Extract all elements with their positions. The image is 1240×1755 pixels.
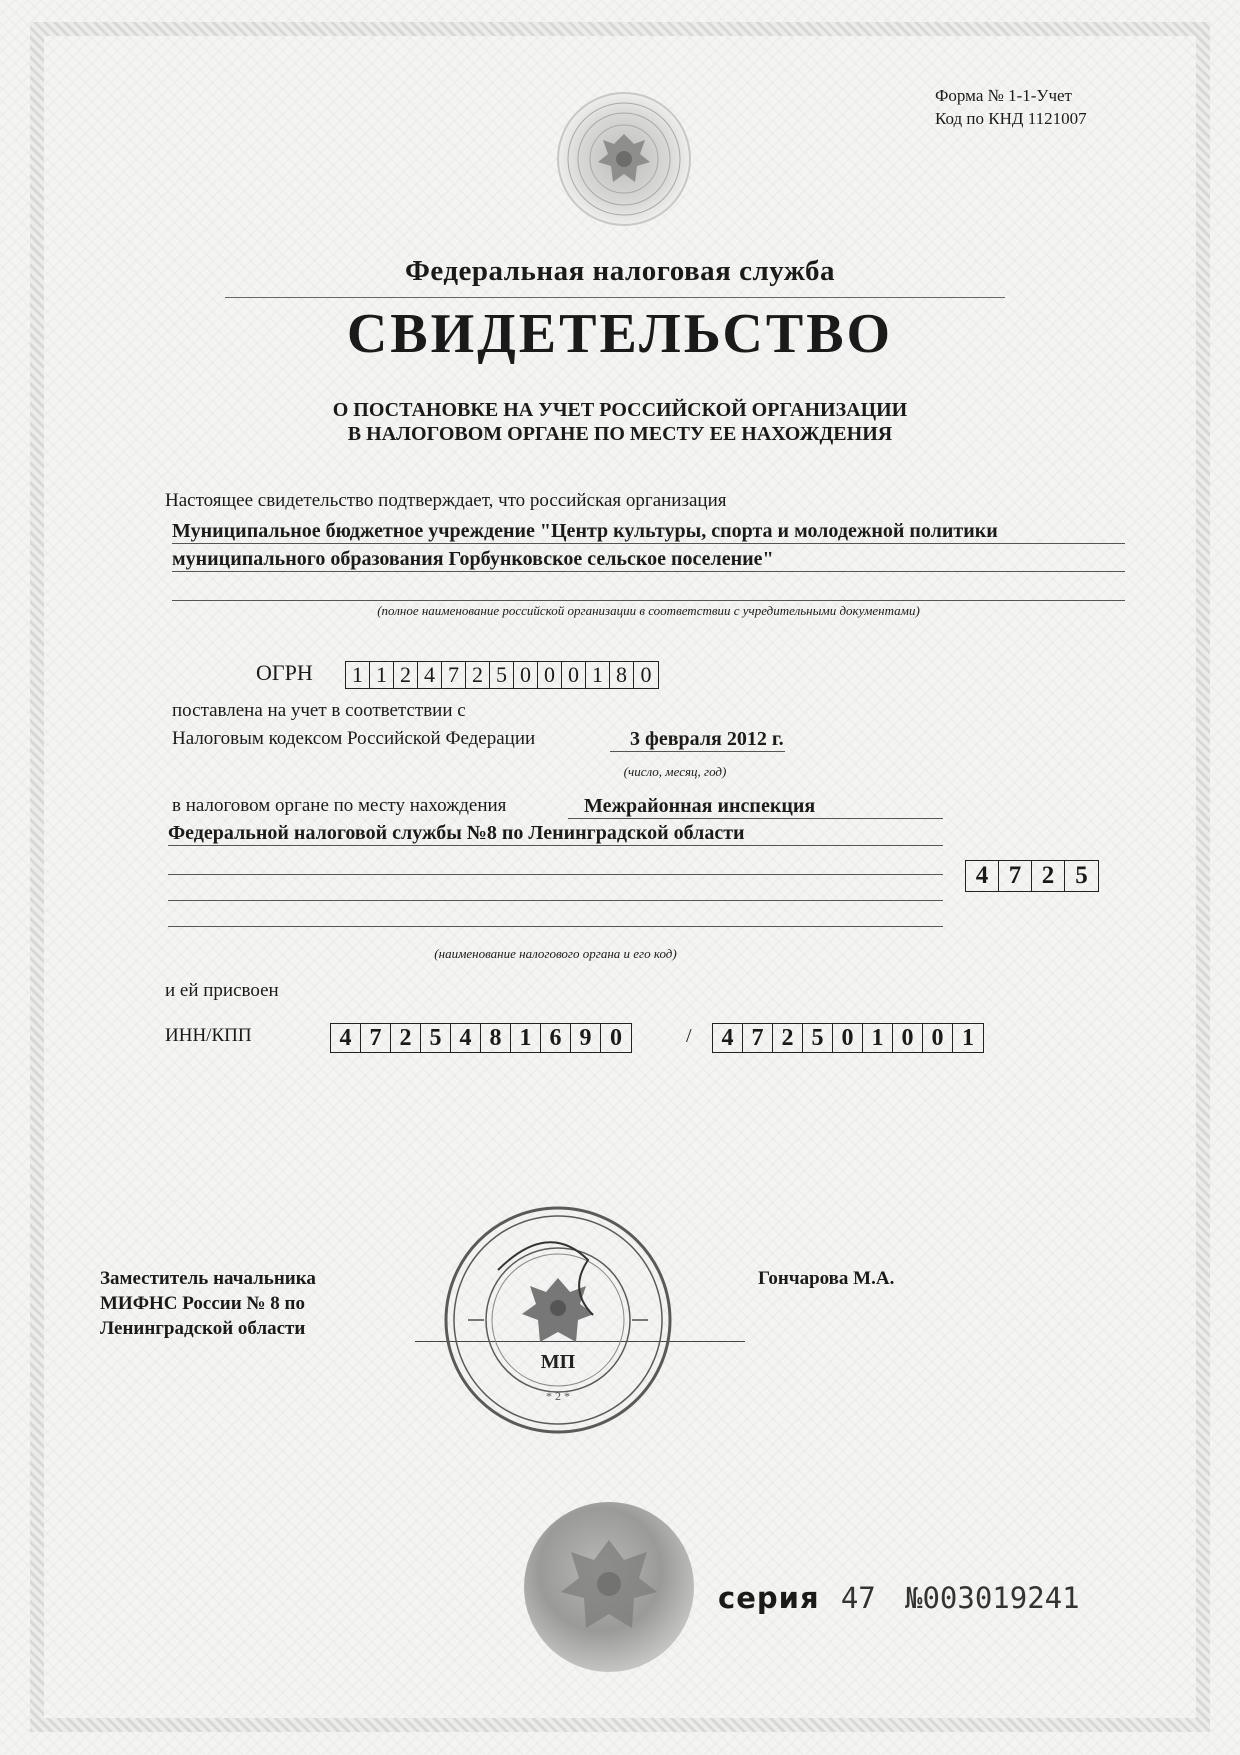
inn-digit: 1 — [511, 1024, 541, 1052]
inn-digit: 8 — [481, 1024, 511, 1052]
kpp-digit: 5 — [803, 1024, 833, 1052]
knd-code: Код по КНД 1121007 — [935, 109, 1087, 128]
tax-authority-code-digit: 5 — [1075, 862, 1088, 889]
ogrn-label: ОГРН — [256, 660, 313, 685]
tax-authority-code-cells — [965, 860, 1099, 892]
svg-text:* 2 *: * 2 * — [546, 1389, 570, 1403]
ogrn-digit: 0 — [538, 662, 562, 688]
inn-digit: 7 — [361, 1024, 391, 1052]
ogrn-digit: 4 — [418, 662, 442, 688]
ogrn-digit: 5 — [490, 662, 514, 688]
kpp-digit: 0 — [893, 1024, 923, 1052]
org-intro: Настоящее свидетельство подтверждает, что российская организация — [165, 490, 727, 511]
subtitle-line-2: В НАЛОГОВОМ ОРГАНЕ ПО МЕСТУ ЕЕ НАХОЖДЕНИЯ — [347, 423, 893, 445]
ogrn-digit: 1 — [370, 662, 394, 688]
kpp-digit: 0 — [923, 1024, 953, 1052]
ogrn-digit: 0 — [514, 662, 538, 688]
ogrn-digit: 0 — [562, 662, 586, 688]
inn-digit: 2 — [391, 1024, 421, 1052]
inn-digit: 6 — [541, 1024, 571, 1052]
ogrn-digit: 1 — [346, 662, 370, 688]
series-block — [718, 1581, 1080, 1616]
signer-position-line-3: Ленинградской области — [100, 1318, 306, 1339]
certificate-number: №003019241 — [904, 1581, 1080, 1615]
inn-digit: 4 — [331, 1024, 361, 1052]
org-name-line-1: Муниципальное бюджетное учреждение "Центр культуры, спорта и молодежной политики — [172, 520, 1125, 544]
tax-authority-name-line-1: Межрайонная инспекция — [568, 795, 943, 819]
registration-date: 3 февраля 2012 г. — [610, 728, 785, 752]
emblem-top-icon — [555, 90, 693, 228]
tax-authority-name-line-2: Федеральной налоговой службы №8 по Ленинградской области — [168, 822, 943, 846]
series-label: серия — [718, 1581, 820, 1615]
ogrn-digit: 0 — [640, 662, 652, 687]
org-name-hint: (полное наименование российской организации в соответствии с учредительными документами) — [377, 603, 920, 618]
signer-position — [100, 1266, 316, 1341]
form-number: Форма № 1-1-Учет — [935, 86, 1072, 105]
kpp-digit: 4 — [713, 1024, 743, 1052]
inn-digit: 9 — [571, 1024, 601, 1052]
kpp-digit: 2 — [773, 1024, 803, 1052]
tax-authority-code-digit: 2 — [1032, 861, 1065, 891]
kpp-digit: 7 — [743, 1024, 773, 1052]
inn-kpp-label: ИНН/КПП — [165, 1025, 252, 1046]
ogrn-cells — [345, 661, 659, 689]
official-stamp-icon — [438, 1200, 678, 1440]
org-name-line-2: муниципального образования Горбунковское сельское поселение" — [172, 548, 1125, 572]
holographic-seal-icon — [522, 1500, 697, 1675]
tax-authority-code-digit: 7 — [999, 861, 1032, 891]
kpp-cells — [712, 1023, 984, 1053]
signer-position-line-2: МИФНС России № 8 по — [100, 1293, 305, 1314]
signer-position-line-1: Заместитель начальника — [100, 1268, 316, 1289]
tax-authority-line-5 — [168, 902, 943, 927]
inn-digit: 0 — [610, 1025, 622, 1051]
tax-authority-label: в налоговом органе по месту нахождения — [172, 795, 507, 816]
ogrn-digit: 8 — [610, 662, 634, 688]
ogrn-digit: 2 — [466, 662, 490, 688]
kpp-digit: 1 — [962, 1025, 974, 1051]
inn-digit: 5 — [421, 1024, 451, 1052]
inn-digit: 4 — [451, 1024, 481, 1052]
series-code: 47 — [840, 1581, 876, 1615]
signer-name: Гончарова М.А. — [758, 1268, 895, 1289]
tax-authority-hint: (наименование налогового органа и его код) — [434, 946, 677, 961]
kpp-digit: 1 — [863, 1024, 893, 1052]
stamp-mark: МП — [540, 1351, 576, 1373]
page-title: СВИДЕТЕЛЬСТВО — [346, 303, 894, 365]
form-info — [935, 84, 1087, 130]
subtitle — [0, 398, 1240, 446]
ogrn-digit: 1 — [586, 662, 610, 688]
tax-authority-line-3 — [168, 850, 943, 875]
title-divider — [225, 297, 1005, 298]
tax-authority-code-digit: 4 — [966, 861, 999, 891]
date-hint: (число, месяц, год) — [623, 764, 727, 779]
registration-line-1: поставлена на учет в соответствии с — [172, 700, 466, 721]
ogrn-digit: 2 — [394, 662, 418, 688]
tax-authority-line-4 — [168, 876, 943, 901]
registration-line-2: Налоговым кодексом Российской Федерации — [172, 728, 536, 749]
subtitle-line-1: О ПОСТАНОВКЕ НА УЧЕТ РОССИЙСКОЙ ОРГАНИЗАЦИИ — [332, 399, 908, 421]
inn-kpp-separator: / — [686, 1025, 692, 1047]
assigned-label: и ей присвоен — [165, 980, 279, 1001]
org-name-line-3 — [172, 578, 1125, 601]
kpp-digit: 0 — [833, 1024, 863, 1052]
service-name: Федеральная налоговая служба — [404, 255, 836, 287]
ogrn-digit: 7 — [442, 662, 466, 688]
inn-cells — [330, 1023, 632, 1053]
